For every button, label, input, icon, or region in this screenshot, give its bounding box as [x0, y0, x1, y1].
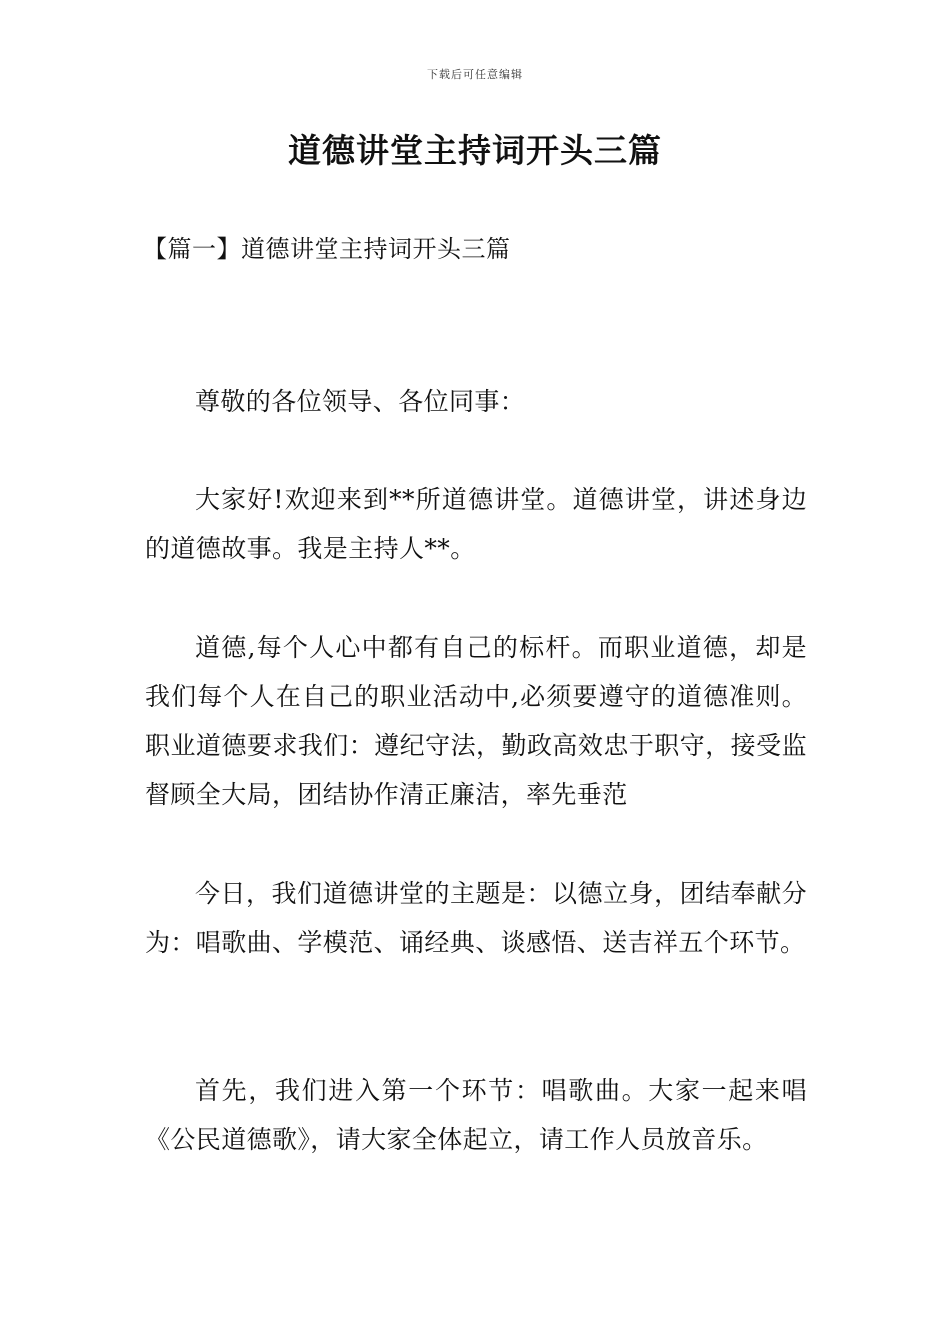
paragraph-greeting: 尊敬的各位领导、各位同事： — [195, 387, 526, 416]
paragraph-first-segment: 首先，我们进入第一个环节：唱歌曲。大家一起来唱《公民道德歌》，请大家全体起立，请工作人员放音乐。 — [145, 1076, 807, 1154]
section-heading: 【篇一】道德讲堂主持词开头三篇 — [143, 235, 511, 263]
document-title: 道德讲堂主持词开头三篇 — [288, 131, 662, 170]
header-note: 下载后可任意编辑 — [427, 68, 523, 81]
paragraph-ethics: 道德,每个人心中都有自己的标杆。而职业道德，却是我们每个人在自己的职业活动中,必须要遵守的道德准则。职业道德要求我们：遵纪守法，勤政高效忠于职守，接受监督顾全大局，团结协作清正廉洁，率先垂范 — [145, 633, 807, 809]
paragraph-theme: 今日，我们道德讲堂的主题是：以德立身，团结奉献分为：唱歌曲、学模范、诵经典、谈感悟、送吉祥五个环节。 — [145, 879, 807, 957]
paragraph-welcome: 大家好!欢迎来到**所道德讲堂。道德讲堂，讲述身边的道德故事。我是主持人**。 — [145, 485, 807, 563]
